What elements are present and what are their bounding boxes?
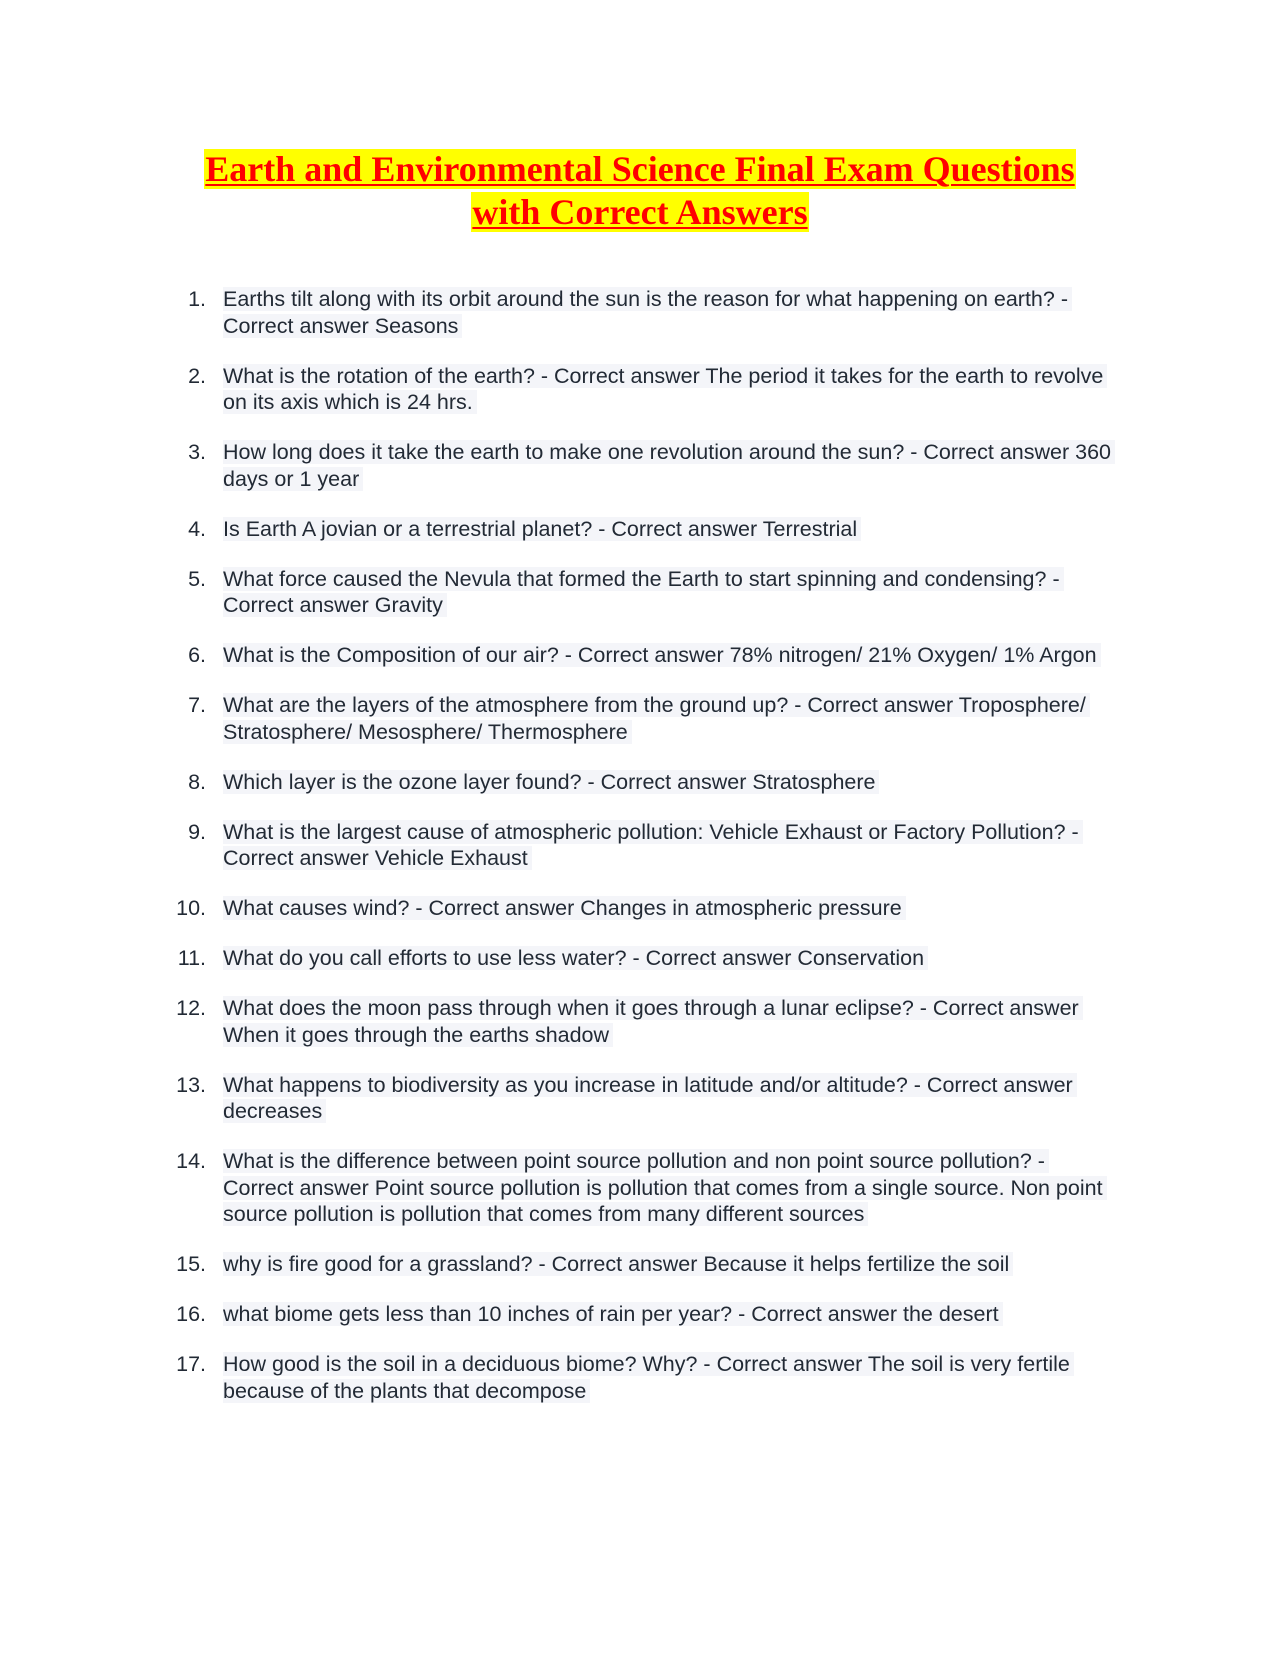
item-text: What is the Composition of our air? - Correct answer 78% nitrogen/ 21% Oxygen/ 1% Argon [223,643,1101,667]
item-number: 12. [176,996,206,1020]
item-text: what biome gets less than 10 inches of rain per year? - Correct answer the desert [223,1302,1003,1326]
list-item [0,439,1280,492]
list-item [0,566,1280,619]
question-list [0,286,1280,1428]
item-number: 6. [188,643,206,667]
list-item [0,1351,1280,1404]
item-number: 2. [188,363,206,388]
item-number: 4. [188,516,206,541]
list-item [0,769,1280,796]
title-line-2: with Correct Answers [472,192,808,232]
item-number: 7. [188,693,206,717]
title-line-1: Earth and Environmental Science Final Exam Questions [205,149,1075,189]
item-text: What happens to biodiversity as you increase in latitude and/or altitude? - Correct answer decreases [223,1073,1077,1124]
item-number: 9. [188,819,206,844]
item-text: What force caused the Nevula that formed the Earth to start spinning and condensing? - Correct answer Gravity [223,567,1064,618]
list-item [0,1148,1280,1228]
item-text: What do you call efforts to use less water? - Correct answer Conservation [223,946,928,970]
list-item [0,516,1280,543]
list-item [0,895,1280,922]
list-item [0,995,1280,1048]
item-text: What are the layers of the atmosphere from the ground up? - Correct answer Troposphere/ Stratosphere/ Mesosphere/ Thermosphere [223,693,1090,744]
page-title [0,148,1280,234]
item-text: Which layer is the ozone layer found? - Correct answer Stratosphere [223,770,879,794]
item-number: 5. [188,566,206,591]
item-number: 16. [176,1302,206,1326]
item-text: How long does it take the earth to make one revolution around the sun? - Correct answer 360 days or 1 year [223,440,1115,491]
title-line-2-wrapper [0,191,1280,234]
list-item [0,286,1280,339]
list-item [0,363,1280,416]
item-text: Is Earth A jovian or a terrestrial planet? - Correct answer Terrestrial [223,517,861,541]
list-item [0,692,1280,745]
item-number: 14. [176,1149,206,1173]
list-item [0,1301,1280,1328]
item-number: 10. [176,896,206,920]
item-text: What is the rotation of the earth? - Correct answer The period it takes for the earth to revolve on its axis which is 24 hrs. [223,364,1107,415]
item-text: What is the largest cause of atmospheric pollution: Vehicle Exhaust or Factory Pollution? - Correct answer Vehicle Exhaust [223,820,1083,871]
item-number: 15. [176,1252,206,1276]
item-text: why is fire good for a grassland? - Correct answer Because it helps fertilize the soil [223,1252,1013,1276]
list-item [0,1251,1280,1278]
item-number: 1. [188,287,206,311]
item-text: What causes wind? - Correct answer Changes in atmospheric pressure [223,896,906,920]
item-text: What does the moon pass through when it goes through a lunar eclipse? - Correct answer When it goes through the earths shadow [223,996,1083,1047]
item-text: What is the difference between point source pollution and non point source pollution? - Correct answer Point source pollution is pollution that comes from a single source. Non point source pollution is pollution that comes from many different sources [223,1149,1107,1226]
item-number: 11. [177,946,206,970]
list-item [0,945,1280,972]
list-item [0,642,1280,669]
item-text: How good is the soil in a deciduous biome? Why? - Correct answer The soil is very fertile because of the plants that decompose [223,1352,1074,1403]
item-number: 8. [188,769,206,794]
list-item [0,819,1280,872]
list-item [0,1072,1280,1125]
item-number: 3. [188,440,206,464]
item-number: 17. [176,1352,206,1376]
item-text: Earths tilt along with its orbit around the sun is the reason for what happening on earth? - Correct answer Seasons [223,287,1072,338]
title-line-1-wrapper [0,148,1280,191]
item-number: 13. [176,1072,206,1097]
